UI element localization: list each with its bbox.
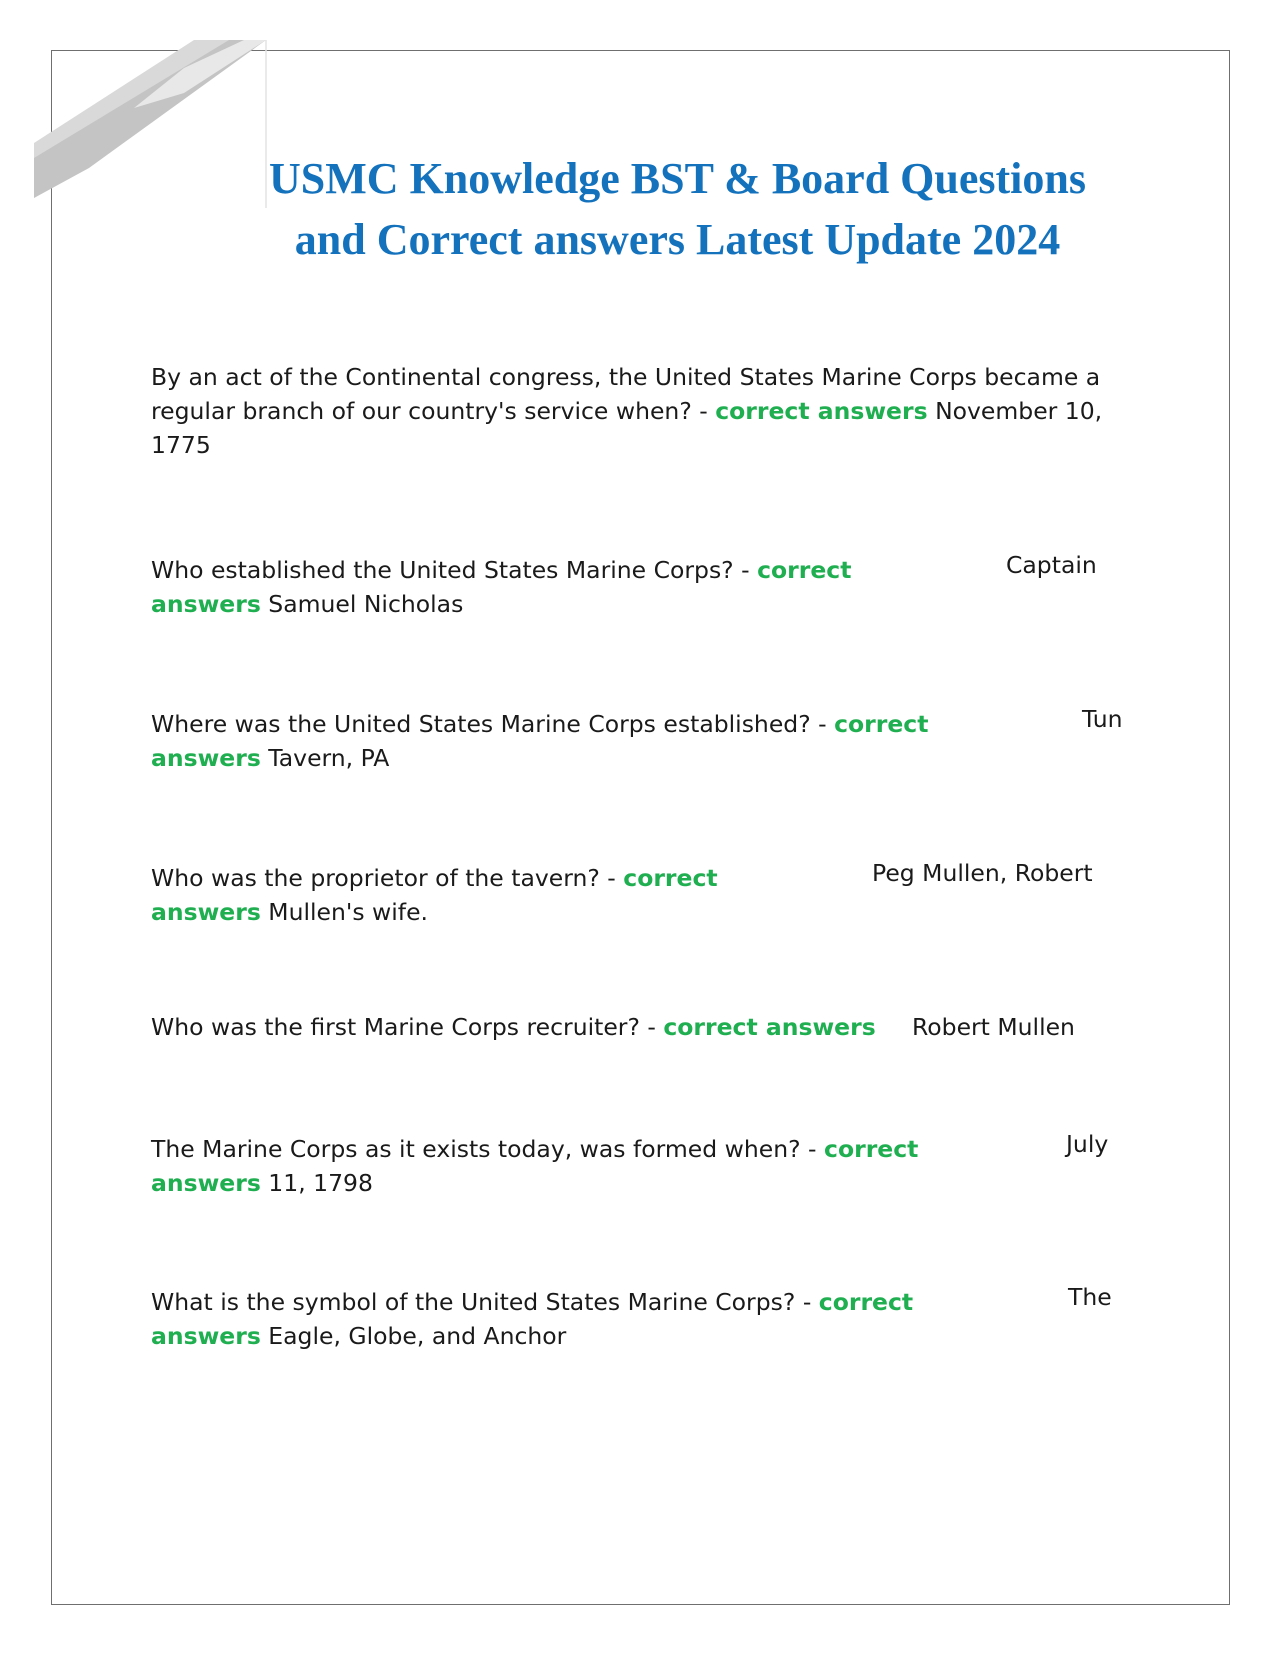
question-text: Where was the United States Marine Corps established? -	[151, 710, 827, 738]
answer-text: November 10, 1775	[151, 397, 1103, 459]
qa-item-6	[151, 1132, 941, 1200]
answer-text: 11, 1798	[268, 1169, 373, 1197]
answer-prefix-2: Captain	[1006, 551, 1097, 579]
answer-prefix-3: Tun	[1082, 705, 1123, 733]
answer-text: Eagle, Globe, and Anchor	[268, 1322, 567, 1350]
answer-label: correct answers	[663, 1013, 876, 1041]
answer-label: correct answers	[151, 710, 929, 772]
answer-prefix-6: July	[1066, 1130, 1109, 1158]
answer-text: Mullen's wife.	[268, 898, 429, 926]
question-text: What is the symbol of the United States Marine Corps? -	[151, 1288, 812, 1316]
answer-label: correct answers	[151, 864, 718, 926]
answer-prefix-7: The	[1068, 1283, 1112, 1311]
document-title: USMC Knowledge BST & Board Questions and Correct answers Latest Update 2024	[269, 154, 1086, 264]
question-text: Who established the United States Marine Corps? -	[151, 556, 750, 584]
answer-label: correct answers	[151, 1288, 914, 1350]
qa-item-5	[151, 1010, 911, 1044]
page-border	[51, 50, 1230, 1605]
qa-item-7	[151, 1285, 941, 1353]
answer-text: Tavern, PA	[268, 744, 390, 772]
answer-label: correct answers	[151, 556, 852, 618]
answer-label: correct answers	[715, 397, 928, 425]
qa-item-1	[151, 360, 1111, 462]
question-text: Who was the first Marine Corps recruiter? -	[151, 1013, 656, 1041]
qa-item-3	[151, 707, 951, 775]
answer-prefix-5: Robert Mullen	[912, 1013, 1075, 1041]
question-text: Who was the proprietor of the tavern? -	[151, 864, 616, 892]
curl-shape-front	[34, 40, 266, 198]
answer-label: correct answers	[151, 1135, 919, 1197]
qa-item-2	[151, 553, 871, 621]
answer-prefix-4: Peg Mullen, Robert	[872, 859, 1093, 887]
qa-item-4	[151, 861, 751, 929]
question-text: The Marine Corps as it exists today, was formed when? -	[151, 1135, 817, 1163]
question-text: By an act of the Continental congress, the United States Marine Corps became a regular branch of our country's service when? -	[151, 363, 1101, 425]
answer-text: Samuel Nicholas	[268, 590, 464, 618]
